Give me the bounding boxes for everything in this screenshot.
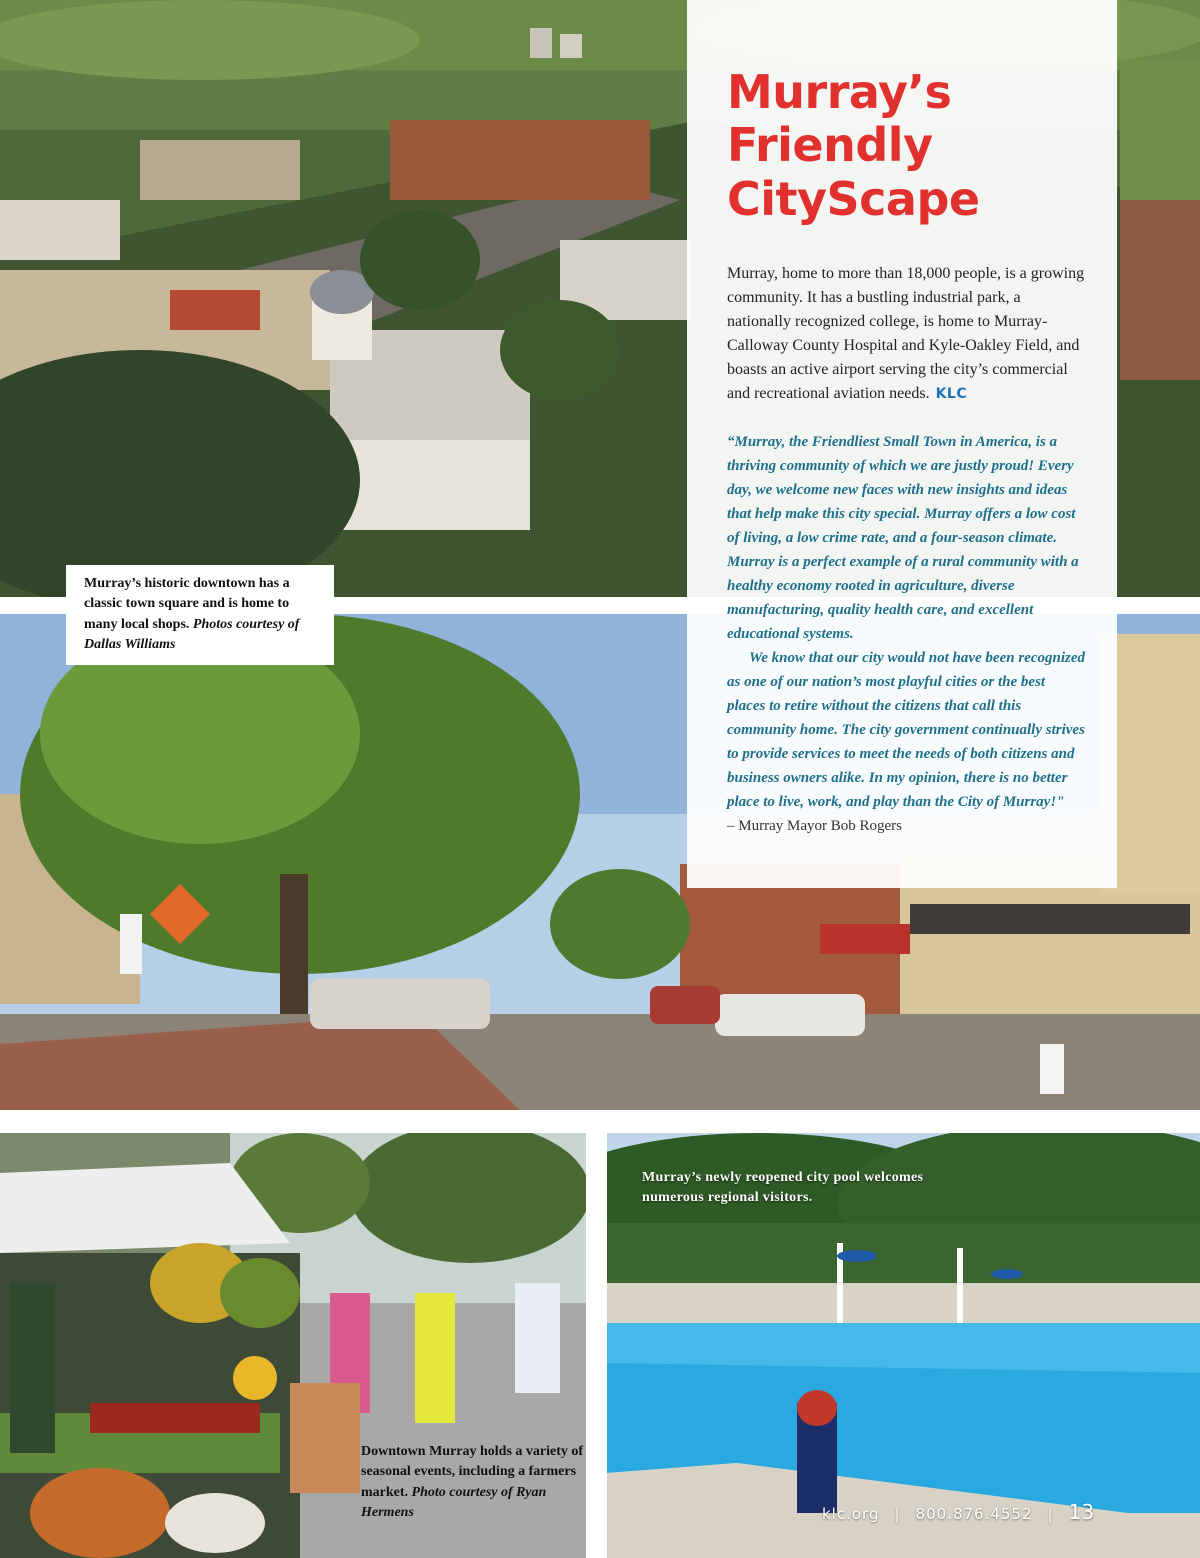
footer-phone: 800.876.4552	[915, 1505, 1033, 1523]
quote-attribution: – Murray Mayor Bob Rogers	[727, 818, 902, 835]
page-footer	[822, 1500, 1094, 1524]
intro-paragraph	[727, 262, 1087, 406]
intro-text: Murray, home to more than 18,000 people, is a growing community. It has a bustling industrial park, a nationally recognized college, is home to Murray-Calloway County Hospital and Kyle-Oakley Field, and boasts an active airport serving the city’s commercial and recreational aviation needs.	[727, 265, 1085, 403]
market-caption	[361, 1442, 586, 1523]
title-line-2: Friendly	[727, 118, 933, 173]
footer-separator: |	[894, 1505, 901, 1523]
article-panel	[687, 0, 1117, 888]
klc-end-mark: KLC	[935, 386, 968, 403]
pool-caption: Murray’s newly reopened city pool welcomes numerous regional visitors.	[642, 1170, 924, 1206]
downtown-caption	[66, 565, 334, 665]
article-title	[727, 66, 1087, 226]
quote-paragraph-1: “Murray, the Friendliest Small Town in America, is a thriving community of which we are justly proud! Every day, we welcome new faces with new insights and ideas that help make this city special. Murray offers a low cost of living, a low crime rate, and a four-season climate. Murray is a perfect example of a rural community with a healthy economy rooted in agriculture, diverse manufacturing, quality health care, and excellent educational systems.	[727, 434, 1079, 643]
page-number: 13	[1068, 1500, 1095, 1524]
downtown-photo-credit: Photos courtesy of Dallas Williams	[84, 616, 300, 652]
downtown-caption-text: Murray’s historic downtown has a classic town square and is home to many local shops.	[84, 576, 290, 632]
title-line-3: CityScape	[727, 171, 980, 226]
market-photo-credit: Photo courtesy of Ryan Hermens	[361, 1484, 547, 1520]
footer-separator: |	[1047, 1505, 1054, 1523]
footer-site: klc.org	[822, 1505, 880, 1523]
quote-paragraph-2: We know that our city would not have been recognized as one of our nation’s most playful cities or the best places to retire without the citizens that call this community home. The city government continually strives to provide services to meet the needs of both citizens and business owners alike. In my opinion, there is no better place to live, work, and play than the City of Murray!"	[727, 650, 1085, 811]
mayor-quote	[727, 430, 1087, 814]
market-caption-text: Downtown Murray holds a variety of seasonal events, including a farmers market.	[361, 1444, 584, 1500]
title-line-1: Murray’s	[727, 65, 952, 119]
